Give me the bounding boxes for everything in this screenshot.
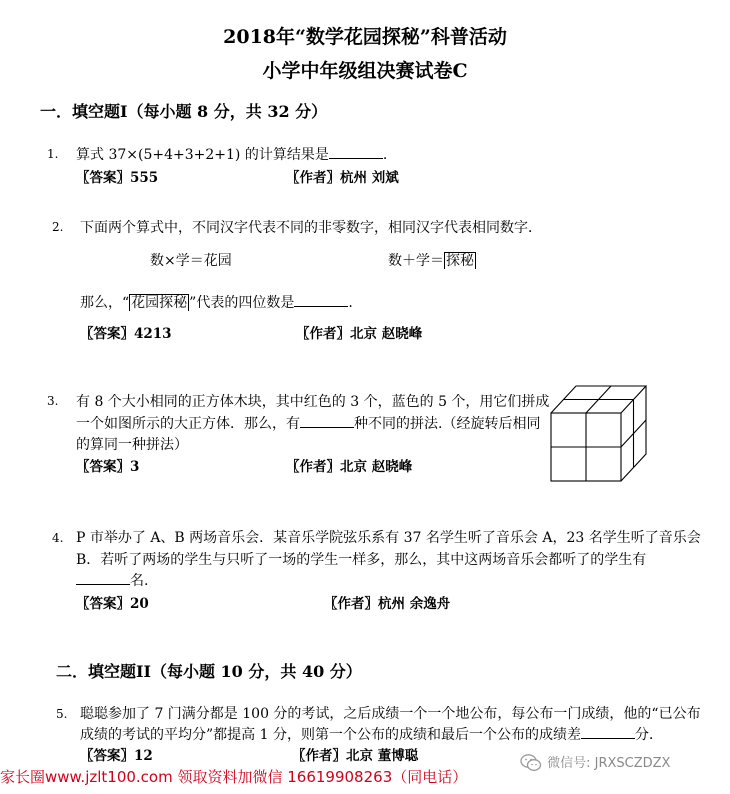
q5-number: 5. bbox=[56, 707, 68, 721]
wechat-icon bbox=[520, 753, 542, 773]
q4-answer-blank bbox=[76, 570, 130, 585]
q2-number: 2. bbox=[52, 220, 64, 234]
q2-line2-after: ”代表的四位数是 bbox=[189, 295, 295, 311]
paper-title-line2: 小学中年级组决赛试卷C bbox=[262, 60, 468, 82]
q3-line2 bbox=[76, 413, 540, 433]
q4-line1: P 市举办了 A、B 两场音乐会．某音乐学院弦乐系有 37 名学生听了音乐会 A，23 名学生听了音乐会 bbox=[76, 530, 701, 546]
q3-line3: 的算同一种拼法） bbox=[76, 437, 188, 453]
q2-equation2 bbox=[388, 250, 476, 270]
wechat-watermark bbox=[520, 752, 670, 773]
q2-line2-before: 那么，“ bbox=[80, 295, 130, 311]
q4-answer: 〖答案〗20 bbox=[76, 596, 149, 612]
q1-text bbox=[76, 144, 387, 164]
q5-line2 bbox=[80, 724, 663, 744]
q2-question-line bbox=[80, 292, 353, 312]
q2-author: 〖作者〗北京 赵晓峰 bbox=[296, 326, 423, 342]
q1-text-before: 算式 37×(5+4+3+2+1) 的计算结果是 bbox=[76, 147, 329, 163]
q5-answer: 〖答案〗12 bbox=[80, 748, 153, 764]
q4-line2: B．若听了两场的学生与只听了一场的学生一样多，那么，其中这两场音乐会都听了的学生有 bbox=[76, 552, 647, 568]
q1-author: 〖作者〗杭州 刘斌 bbox=[286, 170, 399, 186]
q2-answer-blank bbox=[294, 292, 348, 307]
q3-line1: 有 8 个大小相同的正方体木块，其中红色的 3 个，蓝色的 5 个，用它们拼成 bbox=[76, 394, 550, 410]
cube-figure bbox=[544, 382, 654, 486]
q2-equation2-left: 数＋学＝ bbox=[388, 253, 444, 269]
q2-line2-word: 花园探秘 bbox=[131, 295, 188, 311]
q2-text: 下面两个算式中，不同汉字代表不同的非零数字，相同汉字代表相同数字． bbox=[80, 220, 542, 236]
q4-line3 bbox=[76, 570, 148, 590]
q5-line2-before: 成绩的考试的平均分”都提高 1 分，则第一个公布的成绩和最后一个公布的成绩差 bbox=[80, 727, 581, 743]
q3-author: 〖作者〗北京 赵晓峰 bbox=[286, 459, 413, 475]
q1-answer-blank bbox=[329, 144, 383, 159]
wechat-id: 微信号: JRXSCZDZX bbox=[547, 756, 671, 771]
section1-title: 一．填空题I（每小题 8 分，共 32 分） bbox=[40, 102, 328, 121]
q2-line2-end: . bbox=[348, 295, 353, 311]
q4-line3-after: 名. bbox=[130, 573, 149, 589]
q3-line2-after: 种不同的拼法.（经旋转后相同 bbox=[354, 416, 541, 432]
q1-answer: 〖答案〗555 bbox=[76, 170, 159, 186]
q5-answer-blank bbox=[581, 724, 635, 739]
q5-line2-after: 分． bbox=[634, 727, 663, 743]
q2-equation2-right: 探秘 bbox=[446, 253, 474, 269]
q5-line1: 聪聪参加了 7 门满分都是 100 分的考试，之后成绩一个一个地公布，每公布一门成绩，他的“已公布 bbox=[80, 706, 701, 722]
section2-title: 二．填空题II（每小题 10 分，共 40 分） bbox=[56, 662, 362, 681]
q3-answer: 〖答案〗3 bbox=[76, 459, 140, 475]
q3-line2-before: 一个如图所示的大正方体．那么，有 bbox=[76, 416, 300, 432]
q4-author: 〖作者〗杭州 余逸舟 bbox=[324, 596, 451, 612]
q1-number: 1. bbox=[47, 147, 59, 161]
q3-number: 3. bbox=[47, 394, 59, 408]
q3-answer-blank bbox=[300, 413, 354, 428]
footer-promo: 家长圈www.jzlt100.com 领取资料加微信 16619908263（同电话） bbox=[0, 768, 468, 786]
paper-title-line1: 2018年“数学花园探秘”科普活动 bbox=[223, 26, 507, 48]
q2-equation1: 数×学＝花园 bbox=[150, 253, 232, 269]
q5-author: 〖作者〗北京 董博聪 bbox=[292, 748, 419, 764]
q4-number: 4. bbox=[52, 531, 64, 545]
q1-text-after: . bbox=[382, 147, 388, 163]
q2-answer: 〖答案〗4213 bbox=[80, 326, 172, 342]
